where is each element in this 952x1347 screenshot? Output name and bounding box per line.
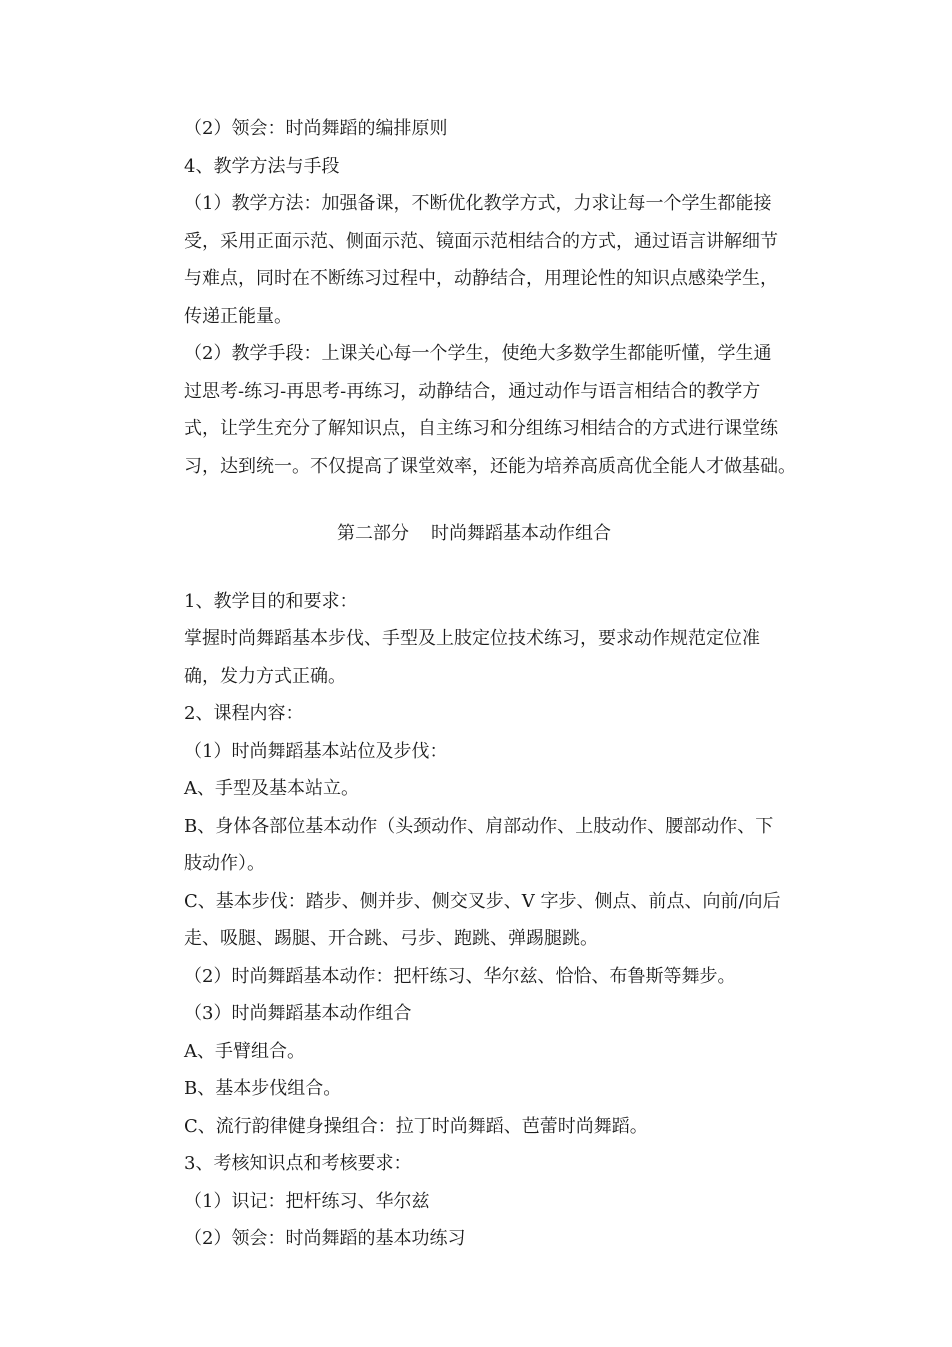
text-line: （3）时尚舞蹈基本动作组合 [184, 1003, 412, 1024]
text-line: 传递正能量。 [184, 305, 292, 327]
part-label: 第二部分 [337, 523, 409, 544]
text-line: 过思考-练习-再思考-再练习，动静结合，通过动作与语言相结合的教学方 [184, 380, 761, 402]
text-line: 肢动作）。 [184, 853, 265, 874]
text-line: （1）时尚舞蹈基本站位及步伐： [184, 740, 448, 762]
text-line: A、手臂组合。 [184, 1040, 305, 1062]
text-line: （2）领会：时尚舞蹈的编排原则 [184, 118, 448, 139]
part-title: 时尚舞蹈基本动作组合 [431, 523, 611, 544]
document-body [184, 110, 814, 1258]
text-line: 习，达到统一。不仅提高了课堂效率，还能为培养高质高优全能人才做基础。 [184, 455, 796, 477]
text-line: 与难点，同时在不断练习过程中，动静结合，用理论性的知识点感染学生， [184, 268, 778, 289]
text-line: 4、教学方法与手段 [184, 155, 340, 177]
text-line: （2）领会：时尚舞蹈的基本功练习 [184, 1228, 466, 1249]
section-basic-movements [184, 583, 814, 1258]
text-line: B、身体各部位基本动作（头颈动作、肩部动作、上肢动作、腰部动作、下 [184, 815, 774, 837]
text-line: 2、课程内容： [184, 703, 304, 724]
text-line: C、流行韵律健身操组合：拉丁时尚舞蹈、芭蕾时尚舞蹈。 [184, 1115, 648, 1137]
text-line: （1）识记：把杆练习、华尔兹 [184, 1190, 430, 1212]
text-line: 掌握时尚舞蹈基本步伐、手型及上肢定位技术练习，要求动作规范定位准 [184, 628, 760, 649]
text-line: 3、考核知识点和考核要求： [184, 1153, 412, 1174]
text-line: 走、吸腿、踢腿、开合跳、弓步、跑跳、弹踢腿跳。 [184, 928, 598, 949]
text-line: （1）教学方法：加强备课，不断优化教学方式，力求让每一个学生都能接 [184, 193, 772, 214]
text-line: 确，发力方式正确。 [184, 665, 346, 687]
text-line: B、基本步伐组合。 [184, 1078, 342, 1099]
text-line: （2）时尚舞蹈基本动作：把杆练习、华尔兹、恰恰、布鲁斯等舞步。 [184, 965, 736, 987]
text-line: （2）教学手段：上课关心每一个学生，使绝大多数学生都能听懂，学生通 [184, 343, 772, 364]
text-line: A、手型及基本站立。 [184, 778, 359, 799]
text-line: 式，让学生充分了解知识点，自主练习和分组练习相结合的方式进行课堂练 [184, 418, 778, 439]
text-line: C、基本步伐：踏步、侧并步、侧交叉步、V 字步、侧点、前点、向前/向后 [184, 890, 781, 912]
section-teaching-methods [184, 110, 814, 485]
part-two-heading [184, 515, 764, 553]
text-line: 受，采用正面示范、侧面示范、镜面示范相结合的方式，通过语言讲解细节 [184, 230, 778, 252]
text-line: 1、教学目的和要求： [184, 590, 358, 612]
